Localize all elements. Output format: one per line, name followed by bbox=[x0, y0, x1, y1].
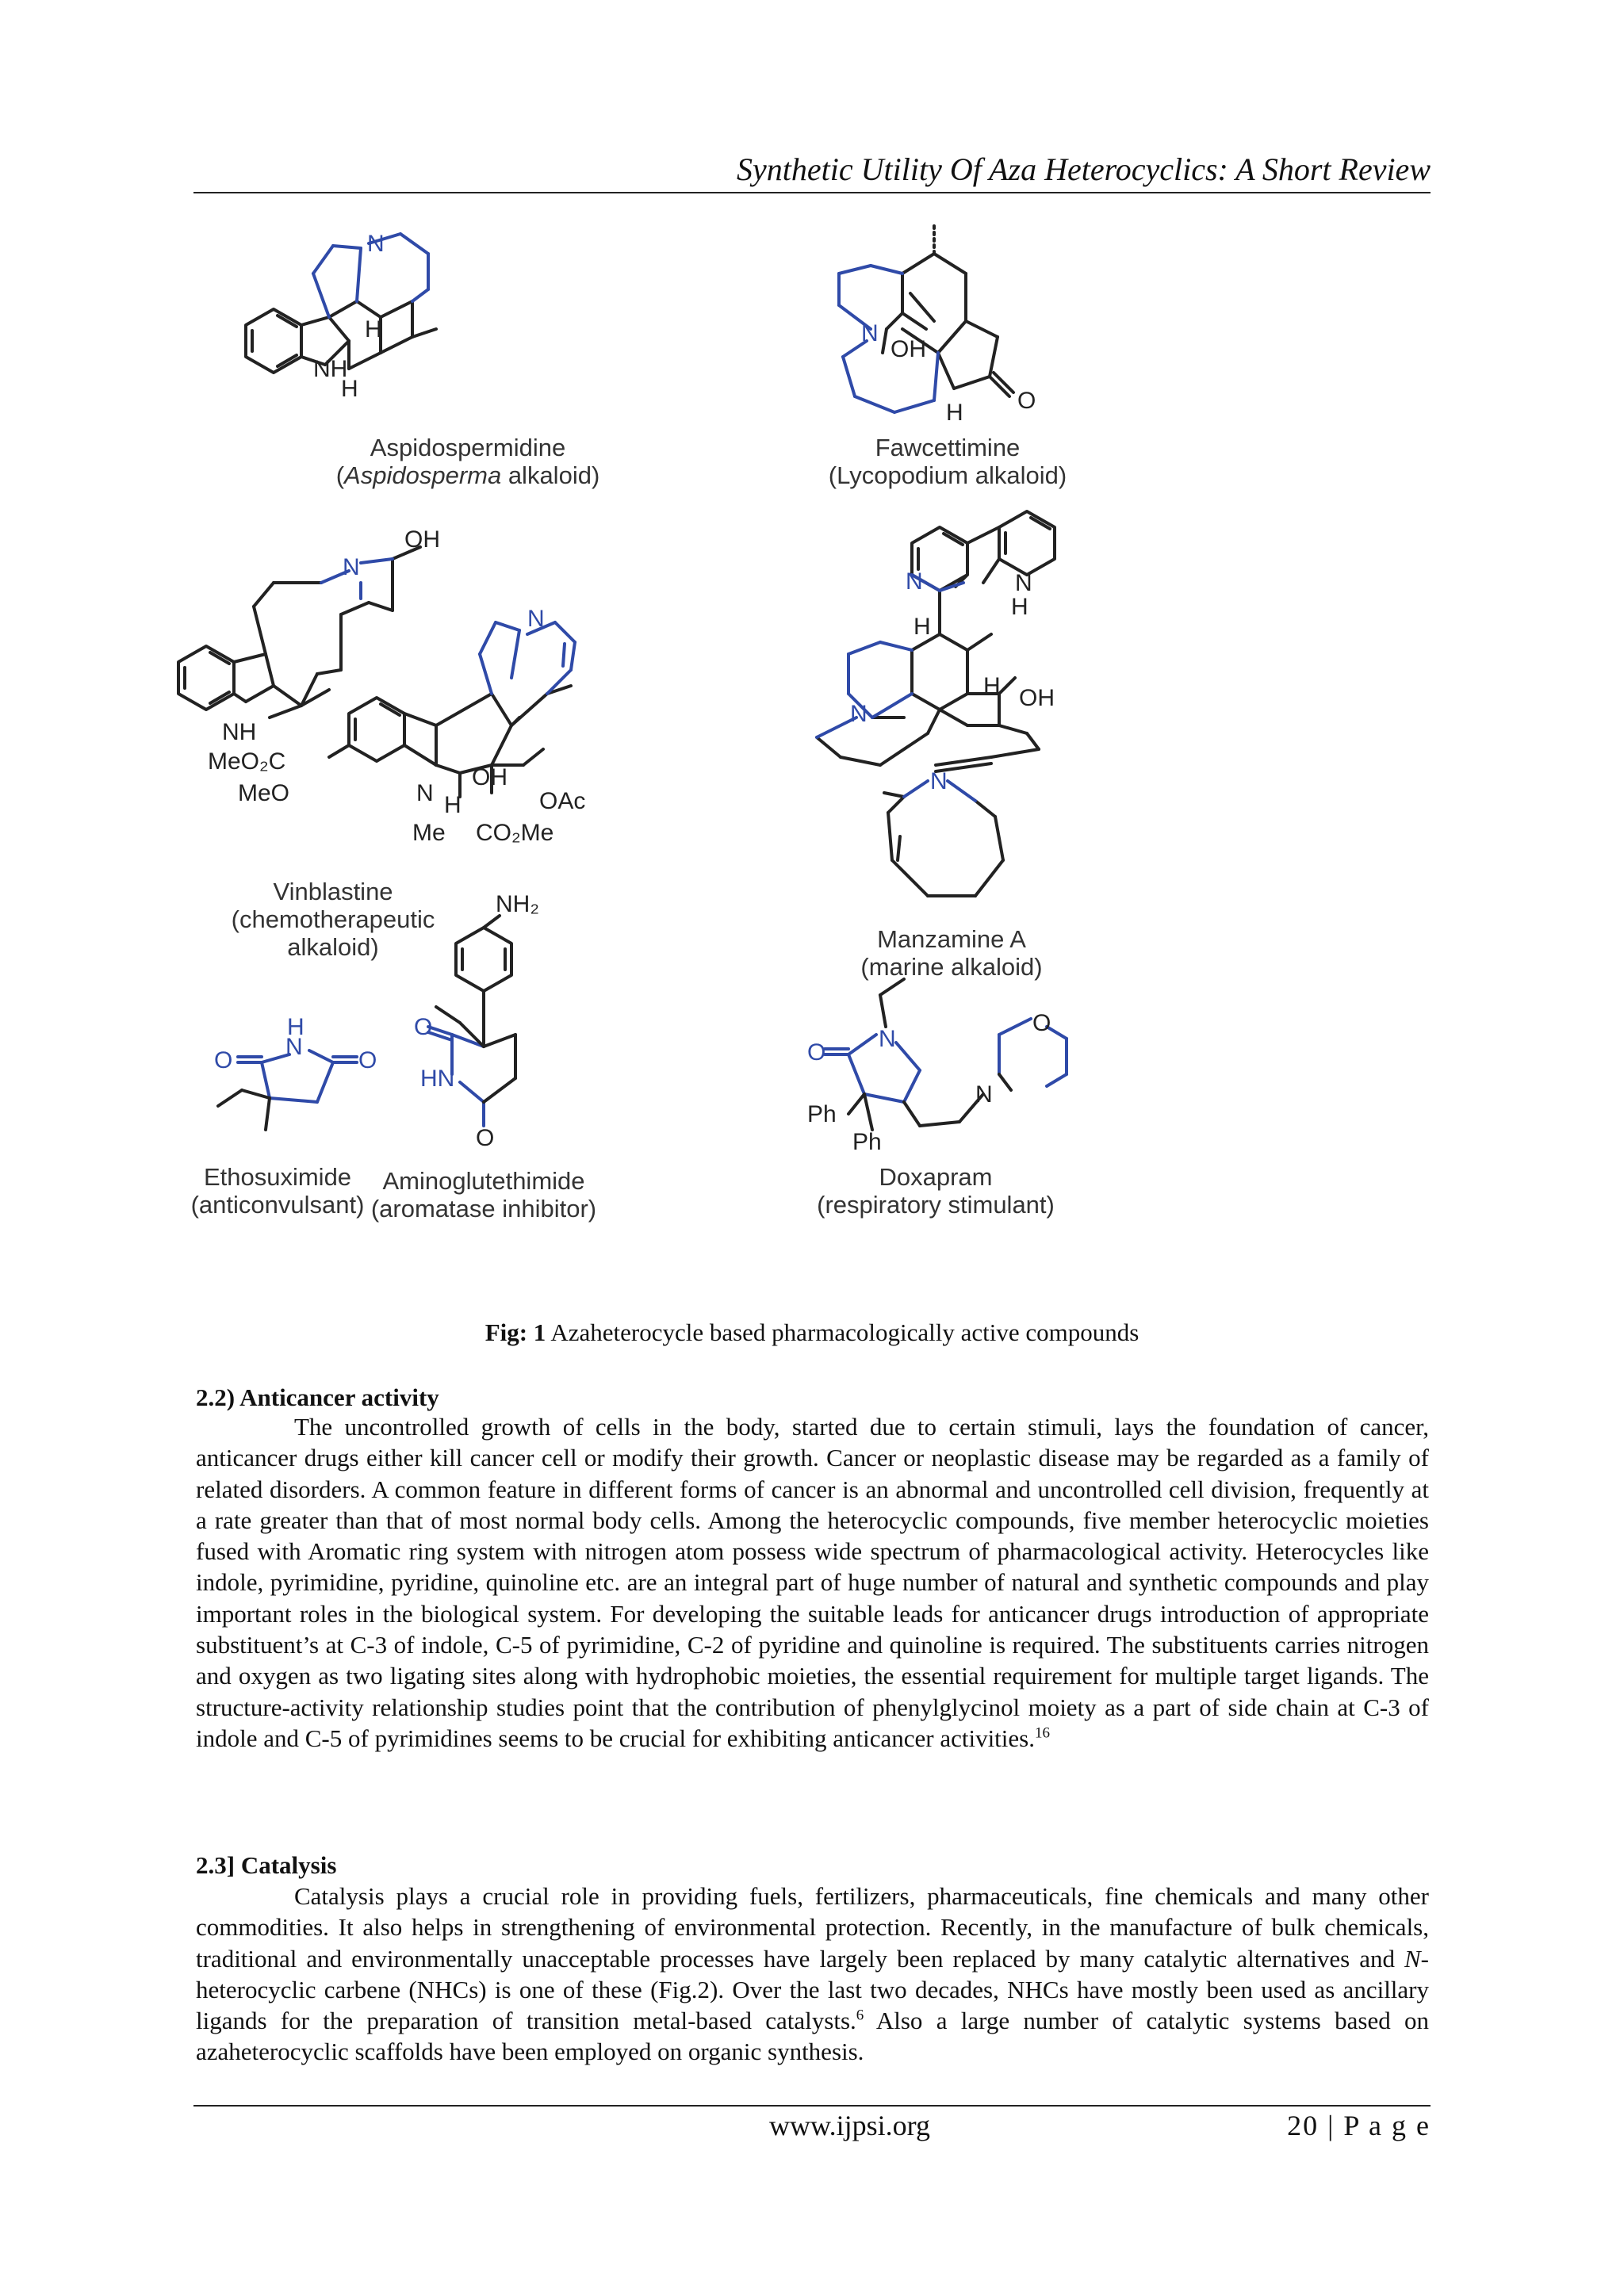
svg-text:OH: OH bbox=[404, 526, 440, 553]
structures-drawing bbox=[190, 210, 1332, 1320]
svg-text:O: O bbox=[476, 1125, 495, 1151]
svg-text:OH: OH bbox=[472, 764, 508, 790]
caption-fawcettimine: Fawcettimine bbox=[875, 434, 1021, 461]
svg-text:N: N bbox=[1015, 570, 1032, 596]
svg-text:OH: OH bbox=[1019, 685, 1055, 711]
reference-6: 6 bbox=[856, 2007, 864, 2024]
caption-fawcettimine-class: (Lycopodium alkaloid) bbox=[828, 461, 1067, 489]
svg-text:N: N bbox=[930, 768, 948, 794]
fawcettimine-structure bbox=[839, 226, 1036, 426]
svg-text:N: N bbox=[879, 1026, 896, 1052]
svg-text:H: H bbox=[983, 673, 1001, 699]
svg-text:Ph: Ph bbox=[807, 1101, 837, 1127]
figure-caption bbox=[0, 1318, 1624, 1347]
caption-manzamine-a-class: (marine alkaloid) bbox=[860, 953, 1043, 981]
caption-aspidospermidine-class: (Aspidosperma alkaloid) bbox=[335, 461, 600, 489]
svg-text:H: H bbox=[914, 614, 931, 640]
svg-text:N: N bbox=[906, 568, 923, 595]
svg-text:NH: NH bbox=[222, 719, 257, 745]
svg-text:OAc: OAc bbox=[539, 788, 586, 814]
svg-text:MeO: MeO bbox=[238, 780, 290, 806]
svg-text:H: H bbox=[341, 376, 358, 402]
running-header: Synthetic Utility Of Aza Heterocyclics: A Short Review bbox=[737, 151, 1431, 187]
caption-vinblastine-class-1: (chemotherapeutic bbox=[231, 905, 435, 933]
svg-text:HN: HN bbox=[420, 1066, 455, 1092]
svg-text:N: N bbox=[527, 606, 545, 632]
ethosuximide-structure bbox=[214, 1014, 377, 1130]
caption-doxapram-class: (respiratory stimulant) bbox=[817, 1191, 1055, 1219]
svg-text:N: N bbox=[285, 1034, 303, 1060]
svg-text:H: H bbox=[444, 792, 462, 818]
svg-text:N: N bbox=[861, 320, 879, 346]
paragraph-catalysis bbox=[196, 1881, 1429, 2068]
svg-text:O: O bbox=[214, 1047, 233, 1073]
paragraph-catalysis-text-a: Catalysis plays a crucial role in providing fuels, fertilizers, pharmaceuticals, fine chemicals and many other commodities. It also helps in strengthening of environmental protection. Recently, in the manufacture of bulk chemicals, traditional and environmentally unacceptable processes have largely been replaced by many catalytic alternatives and bbox=[196, 1882, 1429, 1973]
svg-text:Me: Me bbox=[412, 820, 446, 846]
footer-rule bbox=[193, 2105, 1431, 2107]
caption-ethosuximide-class: (anticonvulsant) bbox=[190, 1191, 365, 1219]
svg-text:N: N bbox=[975, 1081, 993, 1108]
header-rule bbox=[193, 192, 1431, 193]
svg-text:H: H bbox=[946, 400, 963, 426]
svg-text:O: O bbox=[1017, 388, 1036, 414]
manzamine-a-structure bbox=[817, 511, 1055, 896]
svg-text:Ph: Ph bbox=[852, 1129, 882, 1155]
paragraph-anticancer-text: The uncontrolled growth of cells in the body, started due to certain stimuli, lays the foundation of cancer, anticancer drugs either kill cancer cell or modify their growth. Cancer or neoplastic disease may be regarded as a family of related disorders. A common feature in different forms of cancer is an abnormal and uncontrolled cell division, frequently at a rate greater than that of most normal body cells. Among the heterocyclic compounds, five member heterocyclic moieties fused with Aromatic ring system with nitrogen atom possess wide spectrum of pharmacological activity. Heterocycles like indole, pyrimidine, pyridine, quinoline etc. are an integral part of huge number of natural and synthetic compounds and play important roles in the biological system. For developing the suitable leads for anticancer drugs introduction of appropriate substituent’s at C-3 of indole, C-5 of pyrimidine, C-2 of pyridine and quinoline is required. The substituents carries nitrogen and oxygen as two ligating sites along with hydrophobic moieties, the essential requirement for multiple target ligands. The structure-activity relationship studies point that the contribution of phenylglycinol moiety as a part of side chain at C-3 of indole and C-5 of pyrimidines seems to be crucial for exhibiting anticancer activities. bbox=[196, 1413, 1429, 1752]
svg-text:H: H bbox=[1011, 594, 1028, 620]
caption-doxapram: Doxapram bbox=[879, 1163, 993, 1191]
section-heading-catalysis: 2.3] Catalysis bbox=[196, 1851, 337, 1879]
svg-text:N: N bbox=[367, 231, 385, 257]
footer-page-number: 20 | P a g e bbox=[1287, 2110, 1431, 2141]
paragraph-catalysis-text-b: -heterocyclic carbene (NHCs) is one of these (Fig.2). Over the last two decades, NHCs have mostly been used as ancillary ligands for the preparation of transition metal-based catalysts. bbox=[196, 1944, 1429, 2035]
caption-manzamine-a: Manzamine A bbox=[877, 925, 1026, 953]
paragraph-anticancer bbox=[196, 1411, 1429, 1754]
caption-ethosuximide: Ethosuximide bbox=[203, 1163, 352, 1191]
paragraph-catalysis-text-c: Also a large number of catalytic systems based on azaheterocyclic scaffolds have been employed on organic synthesis. bbox=[196, 2007, 1429, 2066]
svg-text:O: O bbox=[358, 1047, 377, 1073]
paragraph-catalysis-italic-n: N bbox=[1404, 1944, 1421, 1973]
figure-caption-label: Fig: 1 bbox=[485, 1318, 546, 1346]
caption-aminoglutethimide: Aminoglutethimide bbox=[382, 1167, 585, 1195]
svg-text:OH: OH bbox=[891, 336, 926, 362]
aspidospermidine-structure bbox=[246, 231, 436, 402]
section-heading-anticancer: 2.2) Anticancer activity bbox=[196, 1383, 439, 1411]
svg-text:NH: NH bbox=[313, 356, 348, 382]
svg-text:N: N bbox=[416, 780, 434, 806]
svg-text:NH₂: NH₂ bbox=[496, 891, 539, 917]
footer-url: www.ijpsi.org bbox=[769, 2110, 931, 2141]
svg-text:N: N bbox=[850, 701, 868, 727]
doxapram-structure bbox=[807, 979, 1067, 1155]
svg-text:H: H bbox=[365, 316, 382, 342]
svg-text:MeO₂C: MeO₂C bbox=[208, 748, 286, 775]
reference-16: 16 bbox=[1034, 1724, 1050, 1742]
svg-text:O: O bbox=[807, 1039, 826, 1066]
caption-vinblastine-class-2: alkaloid) bbox=[287, 933, 379, 961]
caption-aspidospermidine: Aspidospermidine bbox=[370, 434, 566, 461]
figure-caption-text: Azaheterocycle based pharmacologically active compounds bbox=[546, 1318, 1139, 1346]
svg-text:O: O bbox=[414, 1014, 433, 1040]
caption-aminoglutethimide-class: (aromatase inhibitor) bbox=[370, 1195, 597, 1223]
svg-text:O: O bbox=[1032, 1010, 1051, 1036]
figure-1 bbox=[190, 210, 1332, 1320]
svg-text:N: N bbox=[343, 554, 360, 580]
vinblastine-structure bbox=[178, 526, 585, 846]
caption-vinblastine: Vinblastine bbox=[273, 878, 393, 905]
svg-text:CO₂Me: CO₂Me bbox=[476, 820, 554, 846]
svg-text:H: H bbox=[287, 1014, 304, 1040]
